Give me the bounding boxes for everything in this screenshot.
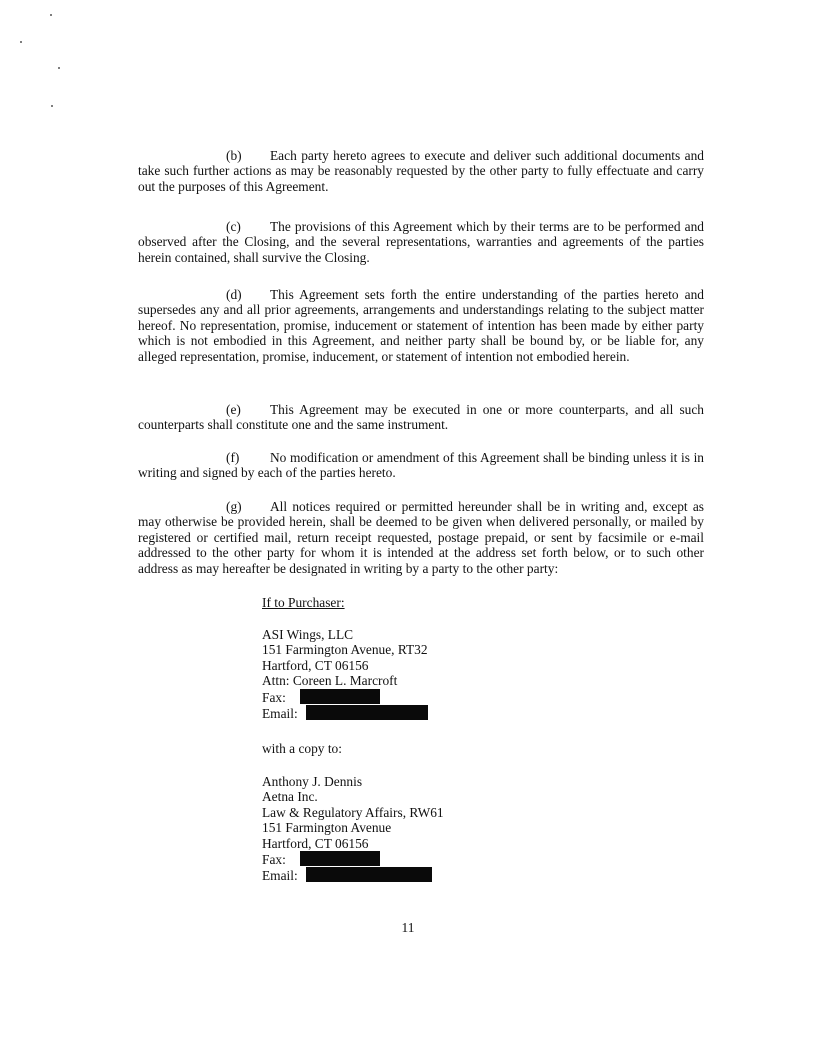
purchaser-address-block [262,627,428,721]
paragraph-text: No modification or amendment of this Agreement shall be binding unless it is in writing and signed by each of the parties hereto. [138,450,704,481]
email-label: Email: [262,706,298,722]
purchaser-heading-text: If to Purchaser: [262,595,345,610]
purchaser-line: 151 Farmington Avenue, RT32 [262,642,428,658]
paragraph-d [138,287,704,364]
purchaser-heading [262,595,345,610]
paragraph-text: The provisions of this Agreement which by their terms are to be performed and observed after the Closing, and the several representations, warranties and agreements of the parties herein contained, shall survive the Closing. [138,219,704,265]
fax-label: Fax: [262,689,286,705]
redaction-bar [306,867,432,882]
paragraph-g [138,499,704,576]
copy-line: Anthony J. Dennis [262,774,363,789]
paragraph-text: This Agreement sets forth the entire understanding of the parties hereto and supersedes any and all prior agreements, arrangements and understandings relating to the subject matter hereof. No representation, promise, inducement or statement of intention has been made by either party which is not embodied in this Agreement, and neither party shall be bound by, or be liable for, any alleged representation, promise, inducement, or statement of intention not embodied herein. [138,287,704,364]
paragraph-label: (c) [226,219,241,234]
fax-label: Fax: [262,852,286,868]
copy-line: Hartford, CT 06156 [262,835,369,851]
paragraph-f [138,450,704,481]
copy-email-row [262,867,444,883]
paragraph-text: Each party hereto agrees to execute and deliver such additional documents and take such further actions as may be reasonably requested by the other party to fully effectuate and carry out the purposes of this Agreement. [138,148,704,194]
redaction-bar [300,689,380,704]
paragraph-text: All notices required or permitted hereunder shall be in writing and, except as may otherwise be provided herein, shall be deemed to be given when delivered personally, or mailed by registered or certified mail, return receipt requested, postage prepaid, or sent by facsimile or e-mail addressed to the other party for whom it is intended at the address set forth below, or to such other address as may hereafter be designated in writing by a party to the other party: [138,499,704,576]
copy-to-text: with a copy to: [262,741,342,756]
purchaser-fax-row [262,689,428,705]
copy-address-block [262,774,444,884]
paragraph-e [138,402,704,433]
purchaser-line: Attn: Coreen L. Marcroft [262,673,398,689]
purchaser-line: ASI Wings, LLC [262,627,354,642]
paragraph-label: (e) [226,402,241,417]
redaction-bar [300,851,380,866]
paragraph-b [138,148,704,194]
redaction-bar [306,705,428,720]
paragraph-text: This Agreement may be executed in one or more counterparts, and all such counterparts shall constitute one and the same instrument. [138,402,704,433]
copy-line: Law & Regulatory Affairs, RW61 [262,804,444,820]
copy-fax-row [262,851,444,867]
paragraph-c [138,219,704,265]
purchaser-line: Hartford, CT 06156 [262,657,369,673]
page-number: 11 [401,920,415,935]
purchaser-email-row [262,705,428,721]
copy-to-label [262,741,342,756]
paragraph-label: (b) [226,148,242,163]
paragraph-label: (f) [226,450,240,465]
paragraph-label: (d) [226,287,242,302]
copy-line: 151 Farmington Avenue [262,820,392,836]
paragraph-label: (g) [226,499,242,514]
email-label: Email: [262,868,298,884]
copy-line: Aetna Inc. [262,789,318,805]
